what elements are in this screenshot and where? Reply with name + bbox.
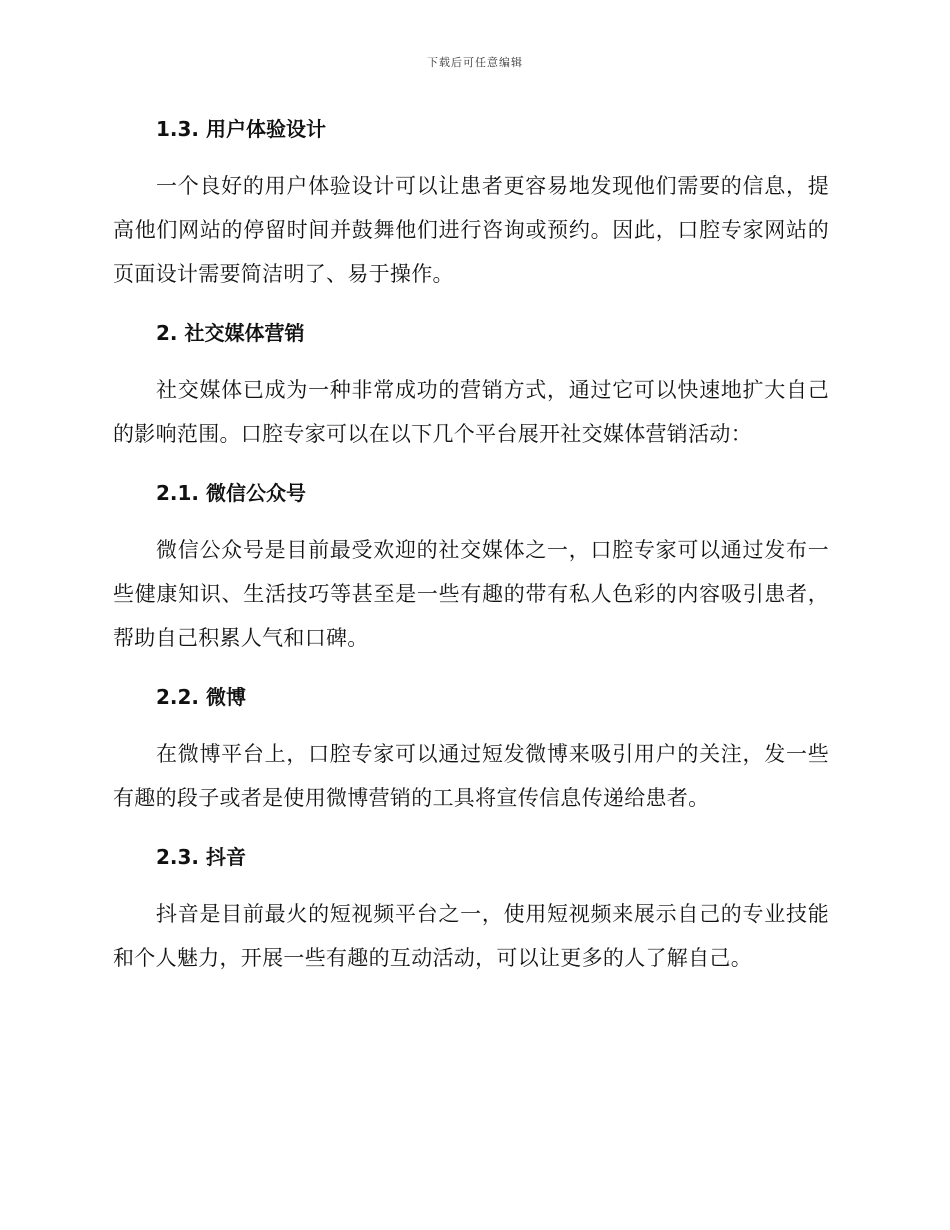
paragraph-user-experience xyxy=(113,164,829,296)
paragraph-line: 的影响范围。口腔专家可以在以下几个平台展开社交媒体营销活动： xyxy=(113,422,752,446)
paragraph-line: 在微博平台上，口腔专家可以通过短发微博来吸引用户的关注，发一些 xyxy=(156,742,829,766)
paragraph-line: 抖音是目前最火的短视频平台之一，使用短视频来展示自己的专业技能 xyxy=(156,902,829,926)
section-heading-wechat: 2.1. 微信公众号 xyxy=(156,481,306,505)
section-heading-weibo: 2.2. 微博 xyxy=(156,685,246,709)
paragraph-line: 有趣的段子或者是使用微博营销的工具将宣传信息传递给患者。 xyxy=(113,786,710,810)
paragraph-douyin xyxy=(113,892,829,980)
paragraph-line: 社交媒体已成为一种非常成功的营销方式，通过它可以快速地扩大自己 xyxy=(156,378,829,402)
paragraph-line: 和个人魅力，开展一些有趣的互动活动，可以让更多的人了解自己。 xyxy=(113,946,752,970)
section-heading-user-experience: 1.3. 用户体验设计 xyxy=(156,117,326,141)
paragraph-social-media xyxy=(113,368,829,456)
page-header: 下载后可任意编辑 xyxy=(427,56,523,69)
section-heading-social-media: 2. 社交媒体营销 xyxy=(156,321,305,345)
section-heading-douyin: 2.3. 抖音 xyxy=(156,845,246,869)
paragraph-line: 微信公众号是目前最受欢迎的社交媒体之一，口腔专家可以通过发布一 xyxy=(156,538,829,562)
paragraph-line: 高他们网站的停留时间并鼓舞他们进行咨询或预约。因此，口腔专家网站的 xyxy=(113,218,829,242)
paragraph-line: 一个良好的用户体验设计可以让患者更容易地发现他们需要的信息，提 xyxy=(156,174,829,198)
paragraph-line: 些健康知识、生活技巧等甚至是一些有趣的带有私人色彩的内容吸引患者， xyxy=(113,582,829,606)
paragraph-weibo xyxy=(113,732,829,820)
paragraph-wechat xyxy=(113,528,829,660)
paragraph-line: 帮助自己积累人气和口碑。 xyxy=(113,626,369,650)
paragraph-line: 页面设计需要简洁明了、易于操作。 xyxy=(113,262,454,286)
